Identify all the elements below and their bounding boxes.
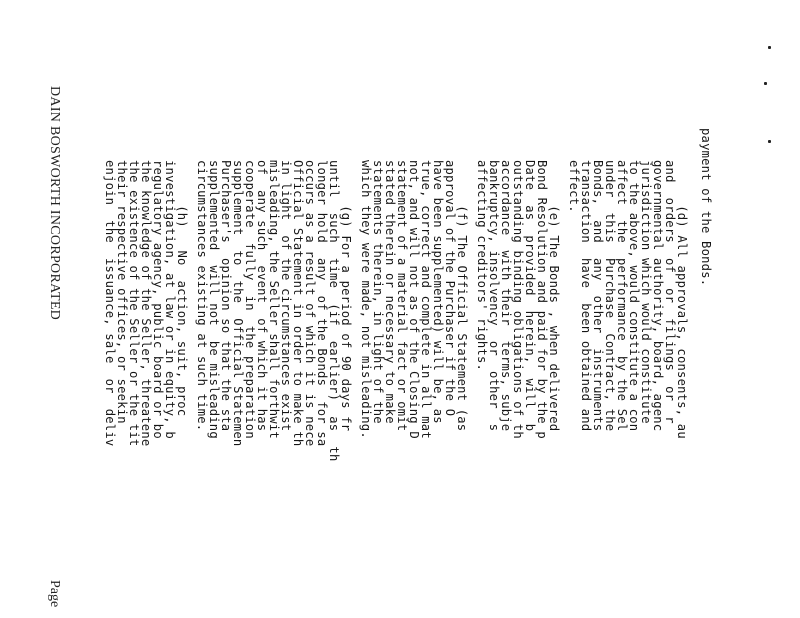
text-line: their respective offices, or seekin <box>115 160 129 424</box>
text-line: and orders of or filings or r <box>663 160 677 424</box>
text-line: under this Purchase Contract, the <box>603 160 617 432</box>
text-line: enjoin the issuance, sale or deliv <box>103 160 117 447</box>
text-line: not, and will not as of the Closing D <box>407 160 421 439</box>
text-line: Bond Resolution and paid for by the p <box>535 160 549 439</box>
text-line: (g) For a period of 90 days fr <box>339 160 353 432</box>
text-line: until such time (if earlier) as th <box>327 160 341 462</box>
text-line: the existence of the Seller or the tit <box>127 160 141 447</box>
text-line: cooperate fully in the preparation <box>243 160 257 439</box>
text-line: transaction have been obtained and <box>579 160 593 432</box>
text-line: (h) No action, suit, proc <box>175 160 189 417</box>
paragraph-d <box>568 160 688 439</box>
text-line: affect the performance by the Sel <box>615 160 629 432</box>
paragraph-g <box>196 160 352 462</box>
text-line: Date as provided herein, will b <box>523 160 537 432</box>
text-line: have been supplemented) will be, as <box>431 160 445 424</box>
text-line: misleading, the Seller shall forthwit <box>267 160 281 439</box>
text-line: supplemented will not be misleading <box>207 160 221 439</box>
scan-speck <box>768 140 771 143</box>
text-line: in light of the circumstances exist <box>279 160 293 432</box>
page-footer <box>42 0 62 618</box>
text-line: Purchaser's opinion so that the sta <box>219 160 233 432</box>
text-line: (d) All approvals, consents, au <box>675 160 689 439</box>
text-line: approval of the Purchaser if the O <box>443 160 457 417</box>
text-line: statement of a material fact or omit <box>395 160 409 432</box>
text-line: longer hold any of the Bonds for sa <box>315 160 329 447</box>
text-line: occurs as a result of which it is nece <box>303 160 317 447</box>
text-line: regulatory agency, public board or bo <box>151 160 165 439</box>
text-line: (f) The Official Statement (as <box>455 160 469 432</box>
text-line: affecting creditors' rights. <box>475 160 489 372</box>
text-line: which they were made, not misleading. <box>359 160 373 439</box>
scan-speck <box>764 82 767 85</box>
text-line: governmental authority, board, agenc <box>651 160 665 432</box>
paragraph-h <box>104 160 188 446</box>
text-line: bankruptcy, insolvency or other s <box>487 160 501 432</box>
text-line: jurisdiction which would constitute <box>639 160 653 424</box>
text-line: stated therein or necessary to make <box>383 160 397 424</box>
firm-name: DAIN BOSWORTH INCORPORATED <box>47 86 62 321</box>
paragraph-c-tail: payment of the Bonds. <box>699 128 713 287</box>
text-line: circumstances existing at such time. <box>195 160 209 432</box>
paragraph-e <box>476 160 560 439</box>
text-line: outstanding binding obligations of th <box>511 160 525 439</box>
page-label: Page <box>47 580 62 608</box>
text-line: statements therein, in light of the <box>371 160 385 424</box>
text-line: (e) The Bonds , when delivered <box>547 160 561 432</box>
text-line: investigation, at law or in equity, b <box>163 160 177 439</box>
text-line: effect. <box>567 160 581 213</box>
paragraph-f <box>360 160 468 439</box>
text-line: accordance with their terms, subje <box>499 160 513 432</box>
text-line: the knowledge of the Seller, threatene <box>139 160 153 447</box>
text-line: true, correct and complete in all mat <box>419 160 433 439</box>
text-line: to the above, would constitute a con <box>627 160 641 432</box>
scan-speck <box>768 46 771 49</box>
text-line: Bonds, and any other instruments <box>591 160 605 432</box>
text-line: Official Statement in order to make th <box>291 160 305 447</box>
text-line: of any such event of which it has <box>255 160 269 432</box>
text-line: supplement to the Official Statemen <box>231 160 245 447</box>
